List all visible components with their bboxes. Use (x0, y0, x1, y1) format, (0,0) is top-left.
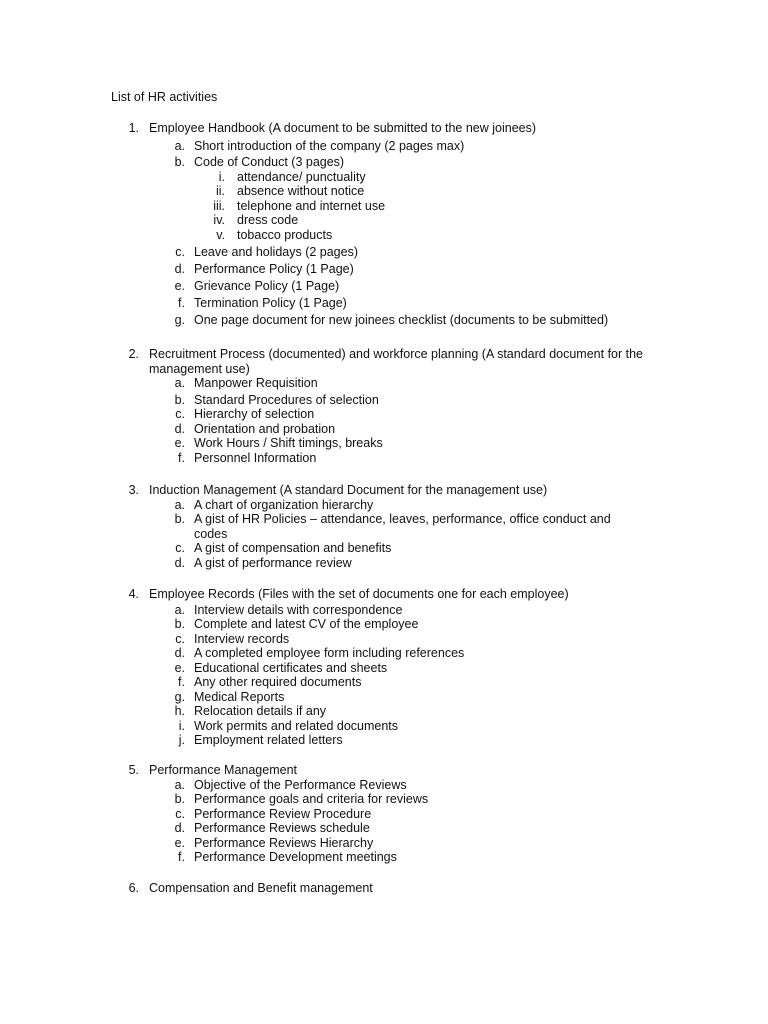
subitem-text: absence without notice (237, 184, 365, 198)
list-item (0, 245, 768, 260)
list-item (0, 603, 768, 618)
item-label: e. (174, 279, 185, 293)
item-label: d. (174, 262, 185, 276)
list-item (0, 155, 768, 170)
item-text: Termination Policy (1 Page) (194, 296, 347, 310)
item-text: Complete and latest CV of the employee (194, 617, 419, 631)
item-text: A chart of organization hierarchy (194, 497, 374, 512)
item-label: j. (178, 733, 185, 747)
item-label: i. (178, 718, 185, 733)
item-label: c. (175, 407, 185, 421)
item-label: d. (174, 555, 185, 570)
item-text: Performance Reviews schedule (194, 821, 370, 835)
list-item (0, 733, 768, 748)
item-text: Standard Procedures of selection (194, 392, 379, 407)
item-label: b. (174, 617, 185, 631)
list-item (0, 393, 768, 408)
list-item (0, 541, 768, 556)
sub-list-item (0, 170, 768, 185)
list-item (0, 279, 768, 294)
item-label: a. (174, 497, 185, 512)
section-employee-handbook (0, 121, 768, 328)
subitem-text: telephone and internet use (237, 198, 386, 213)
list-item (0, 422, 768, 437)
item-label: d. (174, 646, 185, 660)
item-text: Grievance Policy (1 Page) (194, 279, 340, 293)
item-text: Interview records (194, 631, 290, 646)
subitem-label: ii. (215, 184, 225, 198)
list-item (0, 407, 768, 422)
sub-list-item (0, 184, 768, 199)
item-text: Leave and holidays (2 pages) (194, 245, 359, 259)
item-text: Performance goals and criteria for reviews (194, 792, 429, 806)
item-text: Manpower Requisition (194, 376, 318, 390)
item-text: Relocation details if any (194, 704, 327, 718)
item-text: Any other required documents (194, 675, 362, 689)
item-text: Work permits and related documents (194, 718, 399, 733)
item-label: b. (174, 392, 185, 407)
section-number: 2. (128, 347, 139, 361)
item-label: c. (175, 806, 185, 821)
item-text: One page document for new joinees checklist (documents to be submitted) (194, 313, 609, 327)
item-label: b. (174, 512, 185, 526)
section-title: Induction Management (A standard Document for the management use) (149, 483, 548, 497)
list-item (0, 451, 768, 466)
item-label: d. (174, 421, 185, 436)
item-label: c. (175, 541, 185, 555)
section-number: 5. (128, 763, 139, 777)
item-text: Code of Conduct (3 pages) (194, 155, 345, 169)
list-item (0, 675, 768, 690)
item-text: Medical Reports (194, 689, 285, 704)
item-text: Performance Development meetings (194, 850, 397, 864)
section-recruitment-process (0, 347, 768, 465)
list-item (0, 512, 768, 541)
section-induction-management (0, 483, 768, 570)
list-item (0, 690, 768, 705)
section-number: 3. (128, 483, 139, 497)
item-text: Personnel Information (194, 450, 317, 465)
item-text: A gist of HR Policies – attendance, leaves, performance, office conduct and codes (194, 512, 611, 541)
item-label: f. (178, 450, 185, 465)
item-text: A completed employee form including references (194, 646, 465, 660)
subitem-label: v. (216, 227, 225, 242)
item-label: f. (178, 296, 185, 310)
item-text: Performance Review Procedure (194, 806, 372, 821)
item-label: a. (174, 376, 185, 390)
subitem-label: i. (218, 169, 225, 184)
list-item (0, 436, 768, 451)
list-item (0, 850, 768, 865)
item-text: Interview details with correspondence (194, 602, 403, 617)
item-text: A gist of performance review (194, 555, 352, 570)
item-text: A gist of compensation and benefits (194, 541, 392, 555)
item-label: f. (178, 675, 185, 689)
list-item (0, 661, 768, 676)
item-text: Employment related letters (194, 733, 343, 747)
list-item (0, 296, 768, 311)
item-label: c. (175, 631, 185, 646)
list-item (0, 617, 768, 632)
section-number: 6. (128, 881, 139, 895)
sub-list-item (0, 199, 768, 214)
list-item (0, 821, 768, 836)
list-item (0, 498, 768, 513)
sub-list-item (0, 213, 768, 228)
list-item (0, 313, 768, 328)
list-item (0, 807, 768, 822)
item-label: d. (174, 821, 185, 835)
subitem-text: dress code (237, 213, 299, 227)
item-label: h. (174, 704, 185, 718)
item-text: Work Hours / Shift timings, breaks (194, 436, 383, 450)
item-label: b. (174, 155, 185, 169)
document-title: List of HR activities (111, 90, 218, 104)
item-label: c. (175, 245, 185, 259)
item-text: Objective of the Performance Reviews (194, 777, 407, 792)
list-item (0, 139, 768, 154)
item-text: Performance Policy (1 Page) (194, 262, 354, 276)
list-item (0, 836, 768, 851)
list-item (0, 556, 768, 571)
item-text: Hierarchy of selection (194, 407, 315, 421)
item-label: a. (174, 138, 185, 153)
list-item (0, 376, 768, 391)
subitem-label: iv. (213, 213, 225, 227)
section-title: Compensation and Benefit management (149, 881, 373, 895)
section-title: Employee Records (Files with the set of documents one for each employee) (149, 587, 569, 601)
item-label: a. (174, 777, 185, 792)
item-label: g. (174, 689, 185, 704)
subitem-label: iii. (213, 198, 225, 213)
section-number: 4. (128, 587, 139, 601)
item-label: g. (174, 313, 185, 327)
item-label: a. (174, 602, 185, 617)
section-title: Performance Management (149, 763, 297, 777)
item-text: Performance Reviews Hierarchy (194, 835, 374, 850)
item-text: Short introduction of the company (2 pages max) (194, 138, 465, 153)
item-label: e. (174, 436, 185, 450)
list-item (0, 262, 768, 277)
item-label: e. (174, 835, 185, 850)
list-item (0, 632, 768, 647)
item-text: Orientation and probation (194, 421, 336, 436)
item-label: b. (174, 792, 185, 806)
section-compensation-benefit (0, 881, 768, 896)
item-text: Educational certificates and sheets (194, 660, 388, 675)
section-employee-records (0, 587, 768, 748)
item-label: e. (174, 660, 185, 675)
sub-list-item (0, 228, 768, 243)
list-item (0, 704, 768, 719)
section-title: Employee Handbook (A document to be submitted to the new joinees) (149, 121, 537, 135)
list-item (0, 792, 768, 807)
list-item (0, 778, 768, 793)
list-item (0, 719, 768, 734)
subitem-text: attendance/ punctuality (237, 169, 366, 184)
item-label: f. (178, 850, 185, 864)
section-number: 1. (128, 121, 139, 135)
list-item (0, 646, 768, 661)
section-title: Recruitment Process (documented) and workforce planning (A standard document for the management use) (149, 347, 644, 376)
subitem-text: tobacco products (237, 227, 333, 242)
section-performance-management (0, 763, 768, 865)
